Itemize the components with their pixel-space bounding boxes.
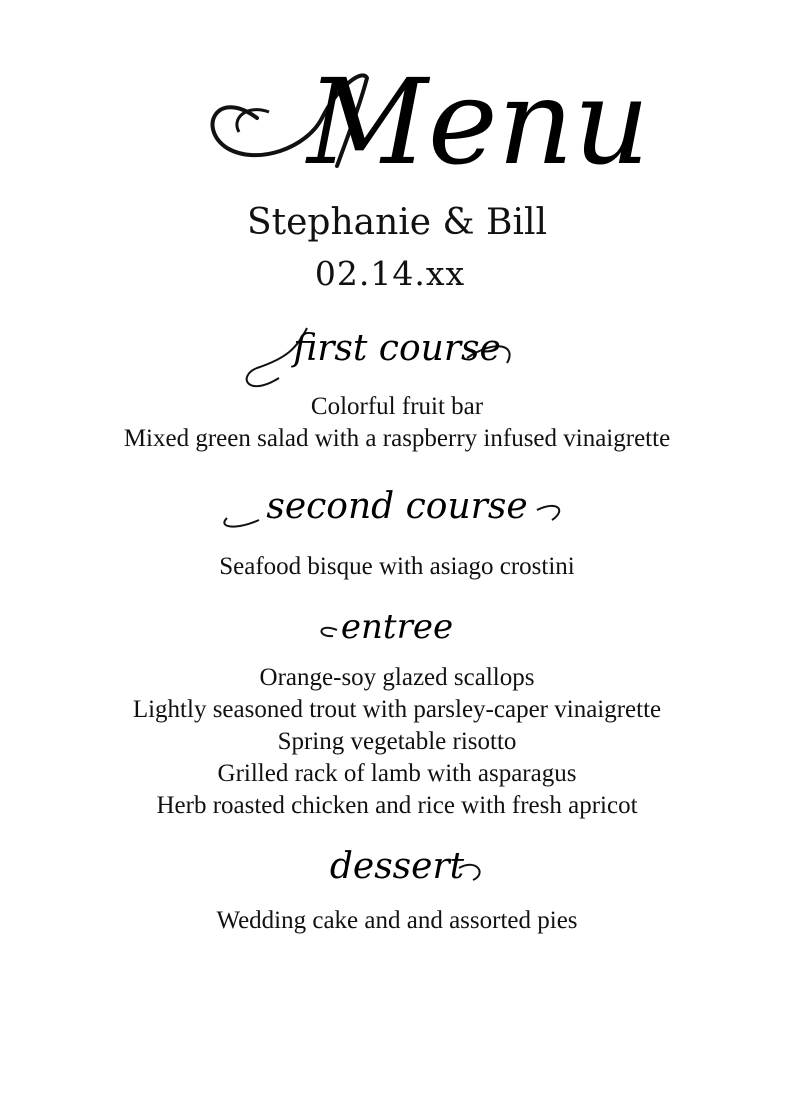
course-heading-dessert (0, 838, 794, 908)
second-course-flourish (224, 518, 259, 527)
menu-title-svg (187, 48, 650, 191)
course-items-second (0, 551, 794, 583)
entree-flourish (321, 628, 337, 636)
second-course-heading-svg (207, 480, 587, 540)
first-course-heading-svg (217, 318, 577, 398)
course-items-entree (0, 662, 794, 822)
course-heading-text: entree (340, 607, 454, 647)
course-heading-text: first course (293, 328, 501, 369)
menu-title-text: Menu (307, 53, 650, 191)
menu-item: Seafood bisque with asiago crostini (219, 553, 575, 580)
couple-names: Stephanie & Bill (246, 202, 548, 243)
menu-item: Herb roasted chicken and rice with fresh apricot (156, 792, 638, 819)
course-heading-text: second course (266, 486, 528, 527)
course-heading-first (0, 318, 794, 388)
course-heading-second (0, 480, 794, 550)
course-items-dessert (0, 905, 794, 937)
menu-item: Wedding cake and and assorted pies (216, 907, 578, 934)
menu-item: Orange-soy glazed scallops (259, 664, 535, 691)
course-items-first (0, 391, 794, 455)
menu-item: Grilled rack of lamb with asparagus (217, 760, 577, 787)
event-date: 02.14.xx (314, 254, 466, 293)
menu-title (0, 48, 794, 191)
course-heading-entree (0, 600, 794, 670)
dessert-heading-svg (287, 838, 507, 898)
menu-item: Spring vegetable risotto (277, 728, 517, 755)
menu-item: Lightly seasoned trout with parsley-caper vinaigrette (132, 696, 662, 723)
course-heading-text: dessert (329, 846, 465, 887)
menu-item: Mixed green salad with a raspberry infused vinaigrette (123, 425, 671, 452)
second-course-swash (537, 506, 559, 520)
menu-item: Colorful fruit bar (310, 393, 484, 420)
entree-heading-svg (297, 600, 497, 660)
